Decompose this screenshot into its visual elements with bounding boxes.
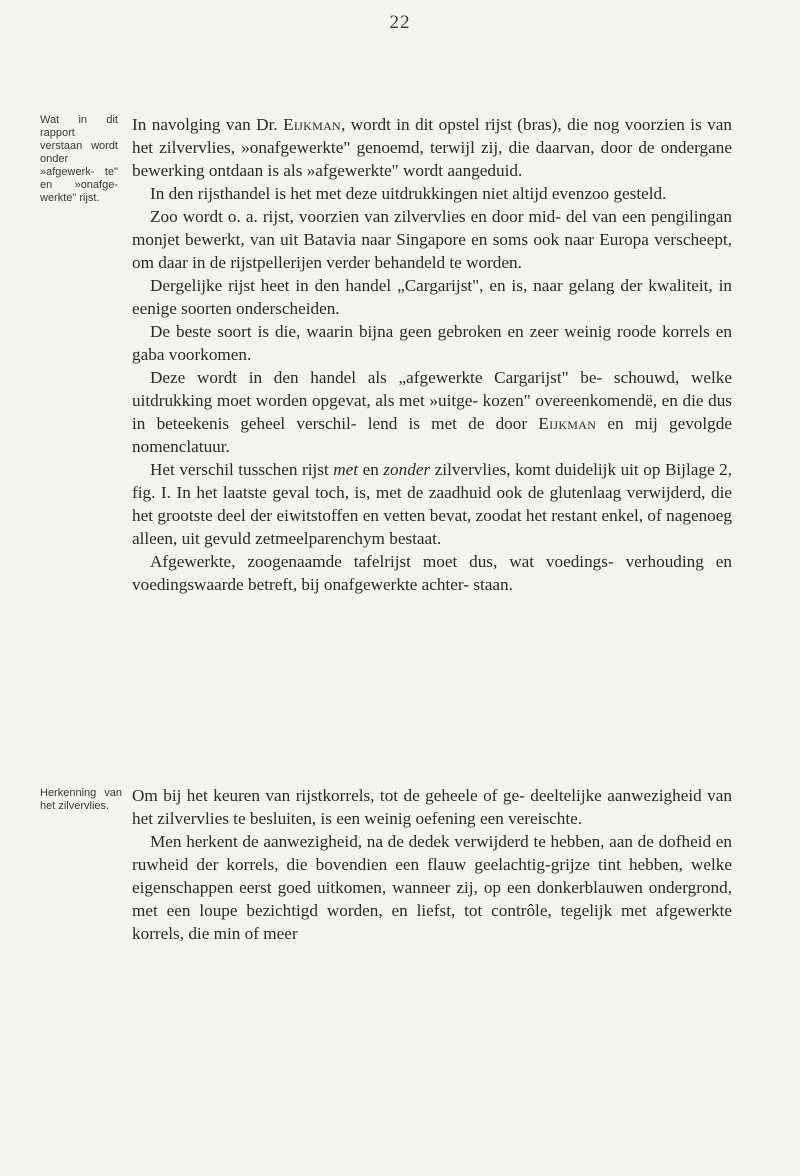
paragraph: In navolging van Dr. Eijkman, wordt in dit opstel rijst (bras), die nog voorzien is van het zilvervlies, »onafgewerkte" genoemd, terwijl zij, die daarvan, door de ondergane bewerking ontdaan is als »afgewerkte" wordt aangeduid. xyxy=(132,115,732,180)
margin-note-definitions: Wat in dit rapport verstaan wordt onder »afgewerk- te" en »onafge- werkte" rijst. xyxy=(40,114,118,204)
margin-note-recognition: Herkenning van het zilvervlies. xyxy=(40,787,122,812)
page-number: 22 xyxy=(389,12,411,33)
paragraph: In den rijsthandel is het met deze uitdrukkingen niet altijd evenzoo gesteld. xyxy=(150,184,667,203)
paragraph: Zoo wordt o. a. rijst, voorzien van zilvervlies en door mid- del van een pengilingan monjet bewerkt, van uit Batavia naar Singapore en soms ook naar Europa verscheept, om daar in de rijstpellerijen verder behandeld te worden. xyxy=(132,207,732,272)
emphasis-met: met xyxy=(333,460,359,479)
section-recognition xyxy=(132,784,732,945)
emphasis-zonder: zonder xyxy=(383,460,431,479)
section-definitions xyxy=(132,113,732,596)
paragraph: Deze wordt in den handel als „afgewerkte Cargarijst" be- schouwd, welke uitdrukking moet worden opgevat, als met »uitge- kozen" overeenkomendë, en die dus in beteekenis geheel verschil- lend is met de door Eijkman en mij gevolgde nomenclatuur. xyxy=(132,368,732,456)
paragraph: Afgewerkte, zoogenaamde tafelrijst moet dus, wat voedings- verhouding en voedingswaarde betreft, bij onafgewerkte achter- staan. xyxy=(132,552,732,594)
paragraph: Het verschil tusschen rijst met en zonder zilvervlies, komt duidelijk uit op Bijlage 2, fig. I. In het laatste geval toch, is, met de zaadhuid ook de glutenlaag verwijderd, die het grootste deel der eiwitstoffen en vetten bevat, zoodat het restant enkel, of nagenoeg alleen, uit gevuld zetmeelparenchym bestaat. xyxy=(132,460,732,548)
paragraph: De beste soort is die, waarin bijna geen gebroken en zeer weinig roode korrels en gaba voorkomen. xyxy=(132,322,732,364)
author-name: Eijkman xyxy=(538,414,597,433)
paragraph: Men herkent de aanwezigheid, na de dedek verwijderd te hebben, aan de dofheid en ruwheid der korrels, die bovendien een flauw geelachtig-grijze tint hebben, welke eigenschappen eerst goed uitkomen, wanneer zij, op een donkerblauwen ondergrond, met een loupe bezichtigd worden, en liefst, tot contrôle, tegelijk met afgewerkte korrels, die min of meer xyxy=(132,832,732,943)
paragraph: Om bij het keuren van rijstkorrels, tot de geheele of ge- deeltelijke aanwezigheid van het zilvervlies te besluiten, is een weinig oefening een vereischte. xyxy=(132,786,732,828)
author-name: Eijkman xyxy=(283,115,342,134)
paragraph: Dergelijke rijst heet in den handel „Cargarijst", en is, naar gelang der kwaliteit, in eenige soorten onderscheiden. xyxy=(132,276,732,318)
